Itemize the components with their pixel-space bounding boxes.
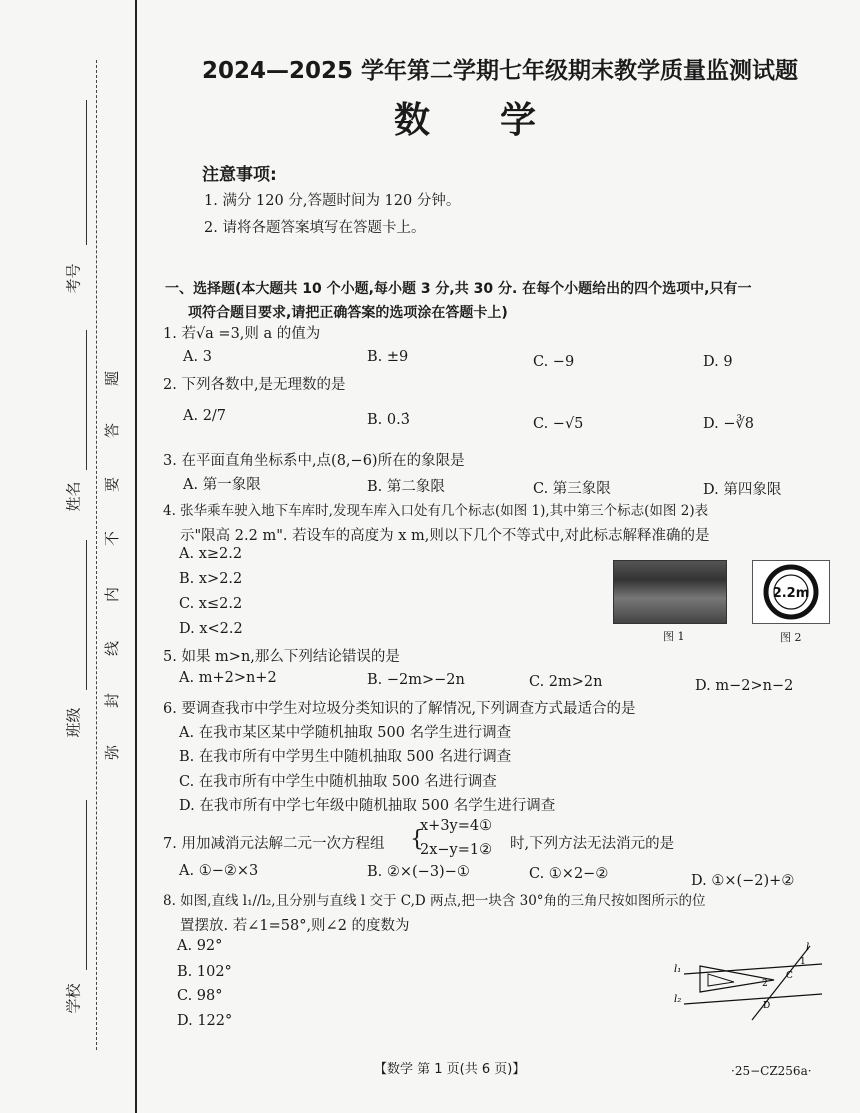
option: C. −9: [533, 354, 575, 370]
name-label: 姓名: [64, 481, 83, 512]
option: A. 2/7: [183, 408, 227, 424]
option: C. x≤2.2: [179, 596, 243, 612]
paper-code: ·25−CZ256a·: [731, 1064, 812, 1078]
page-footer: 【数学 第 1 页(共 6 页)】: [374, 1062, 526, 1077]
point-d-label: D: [763, 1001, 771, 1011]
note-item: 1. 满分 120 分,答题时间为 120 分钟。: [204, 193, 461, 209]
seal-char: 答: [103, 422, 122, 439]
equation-2: 2x−y=1②: [420, 842, 493, 858]
option: A. 3: [183, 349, 212, 365]
question-stem: 3. 在平面直角坐标系中,点(8,−6)所在的象限是: [163, 453, 465, 469]
label-l1: l₁: [674, 964, 682, 975]
note-item: 2. 请将各题答案填写在答题卡上。: [204, 220, 426, 236]
option: D. m−2>n−2: [695, 678, 794, 694]
seal-char: 内: [103, 586, 122, 603]
exam-no-label: 考号: [64, 263, 83, 294]
question-stem: 4. 张华乘车驶入地下车库时,发现车库入口处有几个标志(如图 1),其中第三个标志(如图 2)表: [163, 503, 709, 519]
seal-char: 线: [103, 640, 122, 657]
option: D. 第四象限: [703, 482, 782, 498]
option: B. ±9: [367, 349, 409, 365]
height-limit-sign: [752, 560, 830, 624]
option: A. m+2>n+2: [179, 670, 277, 686]
question-stem: 8. 如图,直线 l₁//l₂,且分别与直线 l 交于 C,D 两点,把一块含 30°角的三角尺按如图所示的位: [163, 893, 706, 909]
option: C. −√5: [533, 416, 584, 432]
label-l: l: [806, 942, 810, 953]
option: D. 122°: [177, 1013, 233, 1029]
figure-caption: 图 2: [780, 631, 802, 644]
seal-dashed-line: [96, 60, 97, 1050]
option: B. 102°: [177, 964, 232, 980]
option: D. 9: [703, 354, 733, 370]
option: A. x≥2.2: [179, 546, 243, 562]
exam-no-blank: [86, 100, 87, 245]
class-label: 班级: [64, 707, 83, 738]
seal-char: 要: [103, 476, 122, 493]
angle-1-label: 1: [800, 957, 806, 967]
option: C. 在我市所有中学生中随机抽取 500 名进行调查: [179, 774, 497, 790]
option: B. 0.3̇: [367, 412, 410, 428]
option: B. x>2.2: [179, 571, 243, 587]
question-stem-cont: 置摆放. 若∠1=58°,则∠2 的度数为: [180, 918, 410, 934]
option: B. −2m>−2n: [367, 672, 465, 688]
angle-2-label: 2: [762, 979, 768, 989]
section-heading-cont: 项符合题目要求,请把正确答案的选项涂在答题卡上): [188, 305, 508, 321]
binding-border: [135, 0, 137, 1113]
sign-label: 2.2m: [772, 586, 810, 601]
seal-char: 封: [103, 692, 122, 709]
option: B. 第二象限: [367, 479, 445, 495]
question-stem: 5. 如果 m>n,那么下列结论错误的是: [163, 649, 400, 665]
name-blank: [86, 330, 87, 470]
option: A. ①−②×3: [179, 863, 259, 879]
triangle-inner: [708, 974, 734, 986]
line-l2: [684, 994, 822, 1004]
option: C. 2m>2n: [529, 674, 603, 690]
label-l2: l₂: [674, 994, 682, 1005]
option: C. 98°: [177, 988, 223, 1004]
exam-title: 2024—2025 学年第二学期七年级期末教学质量监测试题: [201, 58, 799, 84]
seal-char: 不: [103, 530, 122, 547]
option: A. 第一象限: [183, 477, 261, 493]
question-stem: 7. 用加减消元法解二元一次方程组: [163, 836, 385, 852]
option: A. 92°: [177, 938, 223, 954]
option: A. 在我市某区某中学随机抽取 500 名学生进行调查: [179, 725, 512, 741]
option: B. 在我市所有中学男生中随机抽取 500 名进行调查: [179, 749, 512, 765]
option: C. 第三象限: [533, 481, 611, 497]
class-blank: [86, 540, 87, 690]
question-stem-cont: 时,下列方法无法消元的是: [510, 836, 675, 852]
school-blank: [86, 800, 87, 970]
question-stem: 1. 若√a =3,则 a 的值为: [163, 326, 321, 342]
school-label: 学校: [64, 983, 83, 1014]
option: D. 在我市所有中学七年级中随机抽取 500 名学生进行调查: [179, 798, 556, 814]
equation-1: x+3y=4①: [420, 818, 493, 834]
question-stem-cont: 示"限高 2.2 m". 若设车的高度为 x m,则以下几个不等式中,对此标志解释准确的是: [180, 528, 710, 544]
system-brace: {: [410, 827, 424, 852]
subject-title: 数学: [393, 100, 606, 141]
option: B. ②×(−3)−①: [367, 864, 470, 880]
option: C. ①×2−②: [529, 866, 609, 882]
option: D. −∛8: [703, 416, 754, 432]
notes-heading: 注意事项:: [202, 165, 277, 185]
parallel-lines-figure: [672, 942, 832, 1024]
garage-entrance-photo: [613, 560, 727, 624]
question-stem: 6. 要调查我市中学生对垃圾分类知识的了解情况,下列调查方式最适合的是: [163, 701, 636, 717]
section-heading: 一、选择题(本大题共 10 个小题,每小题 3 分,共 30 分. 在每个小题给出的四个选项中,只有一: [165, 281, 752, 297]
question-stem: 2. 下列各数中,是无理数的是: [163, 377, 346, 393]
seal-char: 弥: [103, 744, 122, 761]
option: D. ①×(−2)+②: [691, 873, 795, 889]
point-c-label: C: [786, 971, 793, 981]
figure-caption: 图 1: [663, 630, 685, 643]
option: D. x<2.2: [179, 621, 243, 637]
seal-char: 题: [103, 370, 122, 387]
